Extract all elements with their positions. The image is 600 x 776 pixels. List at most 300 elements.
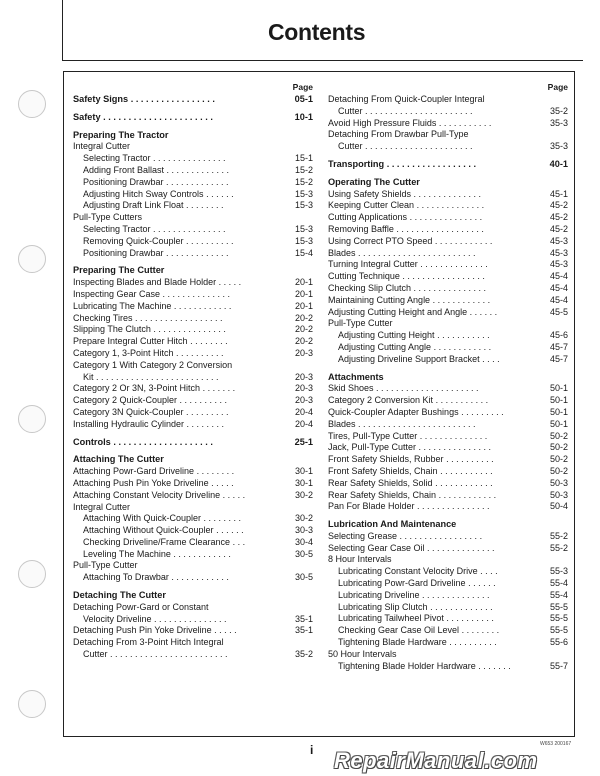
toc-entry-title: Attaching Powr-Gard Driveline — [73, 466, 195, 477]
toc-entry-page: 30-2 — [294, 489, 313, 500]
toc-section-heading — [73, 112, 313, 124]
toc-entry-title: Removing Quick-Coupler — [83, 235, 184, 246]
dot-leader: . . . . — [477, 566, 498, 577]
toc-entry-title: Checking Slip Clutch — [328, 282, 412, 293]
dot-leader: . . . . . . . . — [187, 336, 228, 347]
toc-entry-page: 45-2 — [549, 200, 568, 211]
toc-entry — [73, 277, 313, 289]
toc-section-heading — [73, 454, 313, 466]
toc-entry-title: Attachments — [328, 371, 384, 382]
toc-entry-title: Detaching Push Pin Yoke Driveline — [73, 625, 212, 636]
toc-entry-title: Cutting Applications — [328, 212, 408, 223]
toc-entry-title: Category 3N Quick-Coupler — [73, 406, 184, 417]
toc-entry — [73, 649, 313, 661]
toc-entry-page: 55-5 — [549, 613, 568, 624]
toc-entry-page: 20-4 — [294, 418, 313, 429]
toc-entry — [328, 118, 568, 130]
toc-entry — [73, 572, 313, 584]
toc-entry — [73, 324, 313, 336]
dot-leader: . . . . . . . . . . . . . . . . . . . . . . . . — [107, 649, 228, 660]
toc-entry-title: Tightening Blade Hardware — [338, 637, 447, 648]
toc-entry — [73, 537, 313, 549]
binder-hole — [18, 245, 46, 273]
dot-leader: . . . . . . . . . . . . . . . — [414, 501, 490, 512]
toc-entry — [73, 407, 313, 419]
toc-entry-title: Detaching From Drawbar Pull-Type — [328, 129, 469, 140]
toc-entry-page: 45-4 — [549, 282, 568, 293]
toc-entry-title: Blades — [328, 247, 356, 258]
toc-entry — [328, 478, 568, 490]
toc-entry-page: 55-5 — [549, 625, 568, 636]
document-code: W653 200167 — [540, 741, 572, 747]
toc-entry-page: 50-1 — [549, 395, 568, 406]
toc-entry-page: 30-2 — [294, 513, 313, 524]
dot-leader: . . . . . — [216, 277, 242, 288]
dot-leader: . . . . . . . . . . . . . . — [417, 430, 488, 441]
toc-entry — [328, 129, 568, 141]
toc-entry — [73, 560, 313, 572]
toc-entry — [328, 248, 568, 260]
toc-entry-page: 15-3 — [294, 188, 313, 199]
toc-entry-page: 55-7 — [549, 660, 568, 671]
toc-entry — [73, 313, 313, 325]
toc-section-heading — [328, 372, 568, 384]
toc-entry-title: Adjusting Driveline Support Bracket — [338, 353, 480, 364]
toc-entry-title: Category 1 With Category 2 Conversion — [73, 359, 233, 370]
toc-entry-title: Rear Safety Shields, Chain — [328, 489, 437, 500]
toc-entry — [328, 466, 568, 478]
toc-entry — [328, 295, 568, 307]
toc-entry-page: 50-3 — [549, 477, 568, 488]
toc-entry-page: 35-1 — [294, 613, 313, 624]
toc-entry-title: Cutter — [83, 649, 108, 660]
page-column-header: Page — [547, 82, 568, 92]
toc-entry — [328, 531, 568, 543]
toc-entry-title: Front Safety Shields, Chain — [328, 465, 438, 476]
dot-leader: . . . . . . — [213, 525, 244, 536]
toc-entry — [328, 307, 568, 319]
toc-entry-title: Selecting Gear Case Oil — [328, 542, 425, 553]
toc-entry-page: 50-2 — [549, 454, 568, 465]
toc-entry-title: Adjusting Hitch Sway Controls — [83, 188, 204, 199]
toc-entry — [328, 590, 568, 602]
toc-entry-title: Slipping The Clutch — [73, 324, 151, 335]
toc-list-right — [328, 94, 568, 672]
toc-entry — [328, 106, 568, 118]
toc-entry-page: 45-3 — [549, 259, 568, 270]
toc-entry-title: Detaching From Quick-Coupler Integral — [328, 94, 485, 104]
toc-section-heading — [73, 130, 313, 142]
toc-entry — [328, 501, 568, 513]
dot-leader: . . . . . . . . . . . . — [430, 294, 491, 305]
toc-entry-page: 25-1 — [294, 436, 313, 447]
toc-entry-page: 10-1 — [294, 111, 313, 122]
toc-entry-title: Turning Integral Cutter — [328, 259, 418, 270]
toc-entry — [73, 177, 313, 189]
toc-entry — [73, 525, 313, 537]
toc-entry — [328, 318, 568, 330]
toc-entry-title: Velocity Driveline — [83, 613, 152, 624]
toc-entry-title: Selecting Grease — [328, 530, 398, 541]
toc-entry-title: Tires, Pull-Type Cutter — [328, 430, 418, 441]
toc-entry-page: 20-1 — [294, 288, 313, 299]
toc-entry-title: Jack, Pull-Type Cutter — [328, 442, 417, 453]
toc-entry-page: 45-5 — [549, 306, 568, 317]
dot-leader: . . . . . . . . . . . . — [432, 477, 493, 488]
toc-entry-title: Attaching To Drawbar — [83, 572, 169, 583]
toc-entry — [328, 330, 568, 342]
toc-entry — [73, 637, 313, 649]
toc-entry — [328, 566, 568, 578]
toc-entry-page: 20-2 — [294, 312, 313, 323]
toc-entry — [73, 153, 313, 165]
toc-entry-title: Positioning Drawbar — [83, 247, 164, 258]
toc-entry-title: Skid Shoes — [328, 383, 374, 394]
toc-entry-title: Lubricating Powr-Gard Driveline — [338, 578, 466, 589]
dot-leader: . . . . . . . . . — [458, 406, 504, 417]
dot-leader: . . . . . . . . . . . . . . . . . . — [384, 158, 477, 169]
toc-entry — [73, 502, 313, 514]
binder-hole — [18, 560, 46, 588]
dot-leader: . . . . . . . . . . . . . . . — [151, 613, 227, 624]
toc-entry-page: 30-3 — [294, 525, 313, 536]
dot-leader: . . . . . — [211, 625, 237, 636]
page-title: Contents — [268, 19, 366, 45]
dot-leader: . . . . . . . . . . . . . . . . . . . . . . . . . — [93, 371, 219, 382]
toc-entry-page: 20-2 — [294, 324, 313, 335]
toc-entry — [73, 513, 313, 525]
toc-entry — [73, 301, 313, 313]
toc-entry-page: 15-3 — [294, 200, 313, 211]
toc-entry-title: Selecting Tractor — [83, 153, 151, 164]
toc-entry-page: 55-5 — [549, 601, 568, 612]
dot-leader: . . . . . . . . . . — [183, 235, 234, 246]
dot-leader: . . . . . . . . . . . . . . — [414, 200, 485, 211]
toc-entry — [328, 442, 568, 454]
toc-column-left — [73, 82, 313, 661]
toc-entry — [73, 395, 313, 407]
toc-entry-title: Checking Tires — [73, 312, 133, 323]
toc-entry-page: 35-2 — [294, 649, 313, 660]
toc-entry — [328, 212, 568, 224]
toc-entry — [328, 407, 568, 419]
toc-entry-page: 35-1 — [294, 625, 313, 636]
dot-leader: . . . . . . . . . . . . . . . — [150, 223, 226, 234]
toc-entry — [328, 259, 568, 271]
dot-leader: . . . . . . . . . . . . . . — [417, 259, 488, 270]
toc-entry-title: Adjusting Cutting Height and Angle — [328, 306, 468, 317]
toc-entry-page: 20-3 — [294, 371, 313, 382]
dot-leader: . . . . . . . . . . . . . . — [424, 542, 495, 553]
dot-leader: . . . . . . . . . . . . . — [427, 601, 493, 612]
dot-leader: . . . . . . . . . . . . — [432, 235, 493, 246]
toc-entry — [73, 383, 313, 395]
toc-entry-title: Inspecting Gear Case — [73, 288, 161, 299]
toc-entry-page: 30-5 — [294, 548, 313, 559]
toc-section-heading — [328, 177, 568, 189]
toc-entry-page: 55-2 — [549, 542, 568, 553]
toc-entry-title: Adding Front Ballast — [83, 164, 165, 175]
dot-leader: . . . . . . . . — [459, 625, 500, 636]
dot-leader: . . . . . . — [203, 188, 234, 199]
toc-entry-title: Integral Cutter — [73, 141, 131, 152]
toc-entry-page: 35-2 — [549, 105, 568, 116]
toc-entry — [73, 348, 313, 360]
toc-entry-title: Positioning Drawbar — [83, 176, 164, 187]
dot-leader: . . . . . . . . . . . . . . . . . . . . . . — [100, 111, 213, 122]
toc-entry-title: Checking Driveline/Frame Clearance — [83, 536, 231, 547]
toc-entry — [73, 419, 313, 431]
toc-entry-title: Checking Gear Case Oil Level — [338, 625, 460, 636]
toc-entry-page: 30-1 — [294, 477, 313, 488]
toc-entry-title: Pan For Blade Holder — [328, 501, 415, 512]
toc-entry-title: Preparing The Cutter — [73, 265, 165, 276]
toc-entry-title: Cutter — [338, 141, 363, 152]
toc-entry-page: 15-2 — [294, 164, 313, 175]
toc-section-heading — [328, 159, 568, 171]
toc-entry-page: 45-2 — [549, 223, 568, 234]
toc-entry-title: Removing Baffle — [328, 223, 394, 234]
toc-entry — [73, 289, 313, 301]
dot-leader: . . . . . . . . — [201, 513, 242, 524]
dot-leader: . . . . . . . . . . . — [433, 395, 489, 406]
toc-list-left — [73, 94, 313, 661]
dot-leader: . . . . . . . . . . . . . . . . . . . . . . — [362, 105, 473, 116]
dot-leader: . . . . . . . . . . — [443, 613, 494, 624]
dot-leader: . . . . . . . . . . . . — [168, 572, 229, 583]
toc-entry-title: Pull-Type Cutters — [73, 212, 143, 223]
toc-entry-title: Transporting — [328, 158, 385, 169]
watermark-logo: RepairManual.com — [334, 748, 538, 773]
dot-leader: . . . . . . . . . . . . . . — [419, 589, 490, 600]
dot-leader: . . . . . . . . . . . . . . — [411, 188, 482, 199]
toc-entry-page: 50-1 — [549, 418, 568, 429]
toc-entry — [73, 248, 313, 260]
toc-entry — [328, 661, 568, 673]
toc-entry-title: Leveling The Machine — [83, 548, 171, 559]
binder-hole — [18, 690, 46, 718]
dot-leader: . . . . . . . . . . . . . . . . . — [399, 271, 485, 282]
toc-entry — [73, 224, 313, 236]
toc-entry — [328, 236, 568, 248]
toc-section-heading — [73, 437, 313, 449]
toc-entry — [73, 490, 313, 502]
toc-entry-page: 30-4 — [294, 536, 313, 547]
toc-entry-title: Avoid High Pressure Fluids — [328, 117, 437, 128]
dot-leader: . . . . . . . . . . . . — [431, 341, 492, 352]
toc-entry — [73, 212, 313, 224]
dot-leader: . . . . . . . . . . . . . . — [160, 288, 231, 299]
toc-entry-title: Using Correct PTO Speed — [328, 235, 433, 246]
toc-entry-title: Selecting Tractor — [83, 223, 151, 234]
toc-entry-title: Safety — [73, 111, 101, 122]
toc-entry — [73, 141, 313, 153]
toc-entry-page: 45-7 — [549, 341, 568, 352]
toc-entry-title: Detaching Powr-Gard or Constant — [73, 601, 209, 612]
dot-leader: . . . . . . . . . . . . . . . . . — [128, 94, 215, 104]
toc-entry — [73, 602, 313, 614]
toc-entry-title: Category 2 Or 3N, 3-Point Hitch — [73, 383, 201, 394]
toc-entry-page: 35-3 — [549, 117, 568, 128]
toc-entry — [73, 478, 313, 490]
toc-entry-title: 50 Hour Intervals — [328, 648, 397, 659]
dot-leader: . . . . . . . — [200, 383, 236, 394]
toc-entry — [73, 360, 313, 372]
dot-leader: . . . . . . . . — [183, 200, 224, 211]
dot-leader: . . . . . . . . . — [183, 406, 229, 417]
toc-entry — [328, 342, 568, 354]
toc-entry-title: Category 2 Conversion Kit — [328, 395, 434, 406]
toc-entry-page: 50-2 — [549, 442, 568, 453]
toc-entry-title: Attaching Constant Velocity Driveline — [73, 489, 221, 500]
dot-leader: . . . . . . . . . . — [177, 395, 228, 406]
toc-section-heading — [73, 265, 313, 277]
toc-entry-title: Detaching The Cutter — [73, 590, 166, 601]
dot-leader: . . . . . . . . . . . . . — [163, 247, 229, 258]
toc-entry-title: Front Safety Shields, Rubber — [328, 454, 444, 465]
toc-entry — [73, 614, 313, 626]
dot-leader: . . . . . — [208, 477, 234, 488]
toc-entry-page: 20-1 — [294, 300, 313, 311]
dot-leader: . . . . . . . . . . . . . . . . . . . . . . — [362, 141, 473, 152]
toc-entry-title: Lubricating Tailwheel Pivot — [338, 613, 444, 624]
toc-entry-title: Category 2 Quick-Coupler — [73, 395, 178, 406]
toc-entry-page: 45-4 — [549, 294, 568, 305]
toc-entry-title: Integral Cutter — [73, 501, 131, 512]
toc-entry-title: Cutting Technique — [328, 271, 400, 282]
dot-leader: . . . . . . . . . . . . . . . . . . — [393, 223, 484, 234]
toc-entry-page: 45-6 — [549, 330, 568, 341]
toc-entry-page: 30-5 — [294, 572, 313, 583]
page-column-header: Page — [292, 82, 313, 92]
toc-entry — [328, 419, 568, 431]
dot-leader: . . . . . . . . . . . . . — [164, 164, 230, 175]
toc-entry-page: 20-3 — [294, 383, 313, 394]
toc-entry — [328, 431, 568, 443]
toc-entry — [328, 224, 568, 236]
contents-box — [63, 71, 575, 737]
toc-entry-title: Using Safety Shields — [328, 188, 412, 199]
toc-entry — [73, 625, 313, 637]
dot-leader: . . . . . . . . . . . . . . . . . . . . — [110, 436, 213, 447]
toc-entry-page: 50-2 — [549, 430, 568, 441]
toc-entry-title: Inspecting Blades and Blade Holder — [73, 277, 217, 288]
toc-entry — [328, 271, 568, 283]
toc-entry-title: Keeping Cutter Clean — [328, 200, 415, 211]
toc-entry-title: Tightening Blade Holder Hardware — [338, 660, 476, 671]
toc-entry-title: Blades — [328, 418, 356, 429]
toc-entry — [73, 236, 313, 248]
toc-entry — [328, 578, 568, 590]
toc-entry-title: Pull-Type Cutter — [328, 318, 393, 329]
dot-leader: . . . . . . . . — [184, 418, 225, 429]
toc-entry — [73, 372, 313, 384]
toc-entry-page: 20-1 — [294, 277, 313, 288]
toc-entry-page: 45-3 — [549, 247, 568, 258]
toc-entry-page: 15-3 — [294, 235, 313, 246]
toc-entry-title: Detaching From 3-Point Hitch Integral — [73, 637, 224, 648]
dot-leader: . . . . . . . . . . . — [436, 117, 492, 128]
dot-leader: . . . . . . . . . . — [173, 347, 224, 358]
toc-entry-title: Controls — [73, 436, 111, 447]
toc-section-heading — [328, 519, 568, 531]
dot-leader: . . . . . . . . . . . . . . . . . . — [132, 312, 223, 323]
dot-leader: . . . . . . . . . . . . . . . — [407, 212, 483, 223]
dot-leader: . . . . . . . . . . . — [437, 465, 493, 476]
dot-leader: . . . . . . . . . . . . — [171, 300, 232, 311]
dot-leader: . . . . . . . . . . . . . . . — [416, 442, 492, 453]
dot-leader: . . . . . . . . — [194, 466, 235, 477]
toc-section-heading — [73, 94, 313, 106]
toc-entry-page: 45-2 — [549, 212, 568, 223]
toc-entry — [73, 336, 313, 348]
toc-entry-page: 45-7 — [549, 353, 568, 364]
toc-entry-title: Category 1, 3-Point Hitch — [73, 347, 174, 358]
toc-entry-page: 55-4 — [549, 578, 568, 589]
dot-leader: . . . . . . — [467, 306, 498, 317]
toc-entry-page: 20-4 — [294, 406, 313, 417]
dot-leader: . . . — [230, 536, 246, 547]
toc-entry-title: Lubricating Slip Clutch — [338, 601, 428, 612]
toc-entry-title: Adjusting Draft Link Float — [83, 200, 184, 211]
toc-entry-page: 55-3 — [549, 566, 568, 577]
toc-entry-title: Attaching With Quick-Coupler — [83, 513, 202, 524]
toc-entry-title: Attaching Push Pin Yoke Driveline — [73, 477, 209, 488]
toc-entry-page: 45-3 — [549, 235, 568, 246]
toc-entry-page: 05-1 — [294, 94, 313, 104]
toc-entry-title: 8 Hour Intervals — [328, 554, 392, 565]
toc-entry-page: 50-2 — [549, 465, 568, 476]
toc-entry-page: 15-4 — [294, 247, 313, 258]
toc-entry-title: Attaching The Cutter — [73, 454, 164, 465]
toc-entry-page: 50-3 — [549, 489, 568, 500]
toc-entry-page: 35-3 — [549, 141, 568, 152]
toc-entry-title: Preparing The Tractor — [73, 129, 169, 140]
dot-leader: . . . . . . . . . . . . . . . — [150, 324, 226, 335]
toc-entry-title: Kit — [83, 371, 94, 382]
dot-leader: . . . . . . — [465, 578, 496, 589]
dot-leader: . . . . . . . . . . . . — [436, 489, 497, 500]
toc-entry — [328, 395, 568, 407]
toc-entry-title: Lubricating The Machine — [73, 300, 172, 311]
toc-entry — [328, 454, 568, 466]
dot-leader: . . . . . . . . . . . — [434, 330, 490, 341]
dot-leader: . . . . . . . . . . . . . . . — [411, 282, 487, 293]
toc-entry — [73, 165, 313, 177]
toc-entry-page: 20-2 — [294, 336, 313, 347]
toc-entry-page: 15-2 — [294, 176, 313, 187]
toc-entry-page: 30-1 — [294, 466, 313, 477]
toc-entry — [73, 549, 313, 561]
toc-entry-page: 55-4 — [549, 589, 568, 600]
toc-entry — [328, 649, 568, 661]
dot-leader: . . . . . . . . . . . . . . . . . . . . . . . . — [355, 247, 476, 258]
toc-entry-page: 50-1 — [549, 406, 568, 417]
toc-entry-title: Prepare Integral Cutter Hitch — [73, 336, 188, 347]
toc-entry — [328, 490, 568, 502]
toc-entry-page: 20-3 — [294, 347, 313, 358]
toc-entry — [328, 283, 568, 295]
toc-entry — [328, 200, 568, 212]
binder-hole — [18, 90, 46, 118]
toc-column-right — [328, 82, 568, 672]
toc-entry — [328, 613, 568, 625]
dot-leader: . . . . . . . . . . . . . — [163, 176, 229, 187]
toc-entry — [328, 383, 568, 395]
toc-entry-title: Rear Safety Shields, Solid — [328, 477, 433, 488]
toc-entry — [73, 466, 313, 478]
dot-leader: . . . . . . . . . . . . . . . . . . . . . . . . — [355, 418, 476, 429]
